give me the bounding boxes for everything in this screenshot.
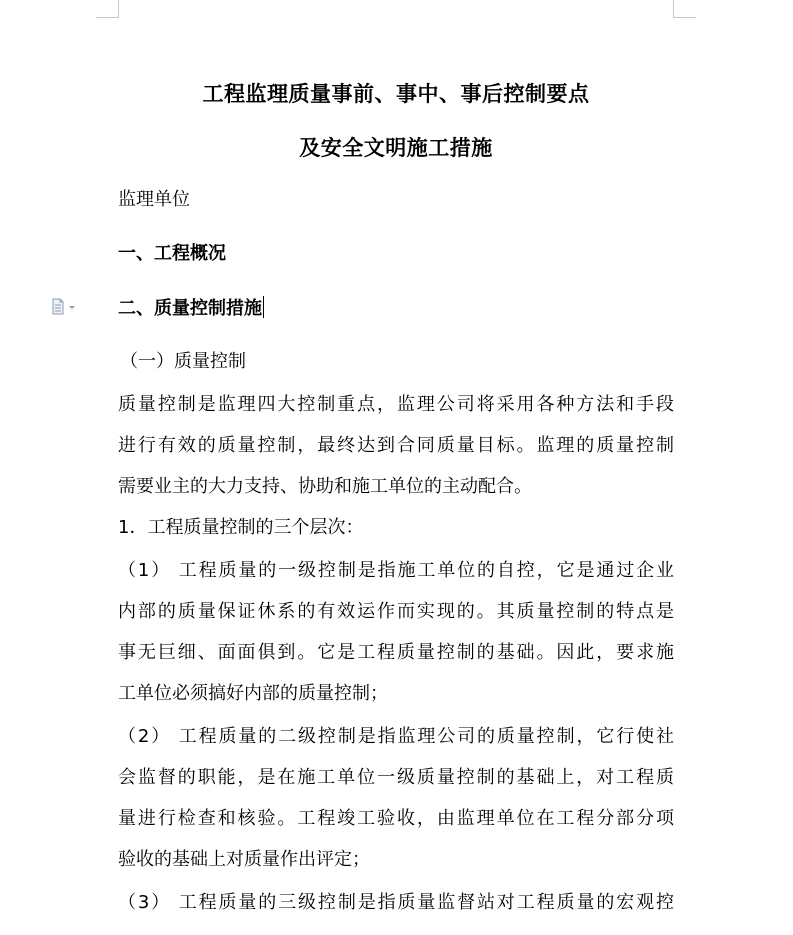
heading-quality-control-measures-text: 二、质量控制措施 [118,298,262,319]
item-1-2-line: （2） 工程质量的二级控制是指监理公司的质量控制，它行使社 [118,726,674,747]
subheading-quality-control: （一）质量控制 [120,351,246,372]
text-cursor [263,296,264,318]
item-1-2-line: 量进行检查和核验。工程竣工验收，由监理单位在工程分部分项 [118,808,674,829]
crop-mark-left-horizontal [96,17,119,18]
document-title-line-1: 工程监理质量事前、事中、事后控制要点 [202,82,590,106]
document-outline-icon[interactable] [50,298,80,316]
heading-quality-control-measures[interactable] [118,296,264,321]
item-1-1-line: 内部的质量保证休系的有效运作而实现的。其质量控制的特点是 [118,601,674,622]
supervisor-unit-label: 监理单位 [118,189,190,210]
intro-paragraph-line: 进行有效的质量控制，最终达到合同质量目标。监理的质量控制 [118,435,674,456]
heading-project-overview: 一、工程概况 [118,243,226,264]
document-title-line-2: 及安全文明施工措施 [299,136,493,160]
intro-paragraph-line: 质量控制是监理四大控制重点，监理公司将采用各种方法和手段 [118,394,674,415]
item-1-1-line: 事无巨细、面面俱到。它是工程质量控制的基础。因此，要求施 [118,642,674,663]
crop-mark-left-vertical [118,0,119,18]
item-1-3-line: （3） 工程质量的三级控制是指质量监督站对工程质量的宏观控 [118,892,674,913]
crop-mark-right-horizontal [673,17,696,18]
item-1-1-line: （1） 工程质量的一级控制是指施工单位的自控，它是通过企业 [118,560,674,581]
item-1-2-line: 会监督的职能，是在施工单位一级质量控制的基础上，对工程质 [118,767,674,788]
item-1-heading: 1．工程质量控制的三个层次： [118,517,364,538]
crop-mark-right-vertical [673,0,674,18]
item-1-2-line: 验收的基础上对质量作出评定； [118,849,370,870]
item-1-1-line: 工单位必须搞好内部的质量控制； [118,683,388,704]
intro-paragraph-line: 需要业主的大力支持、协助和施工单位的主动配合。 [118,476,532,497]
